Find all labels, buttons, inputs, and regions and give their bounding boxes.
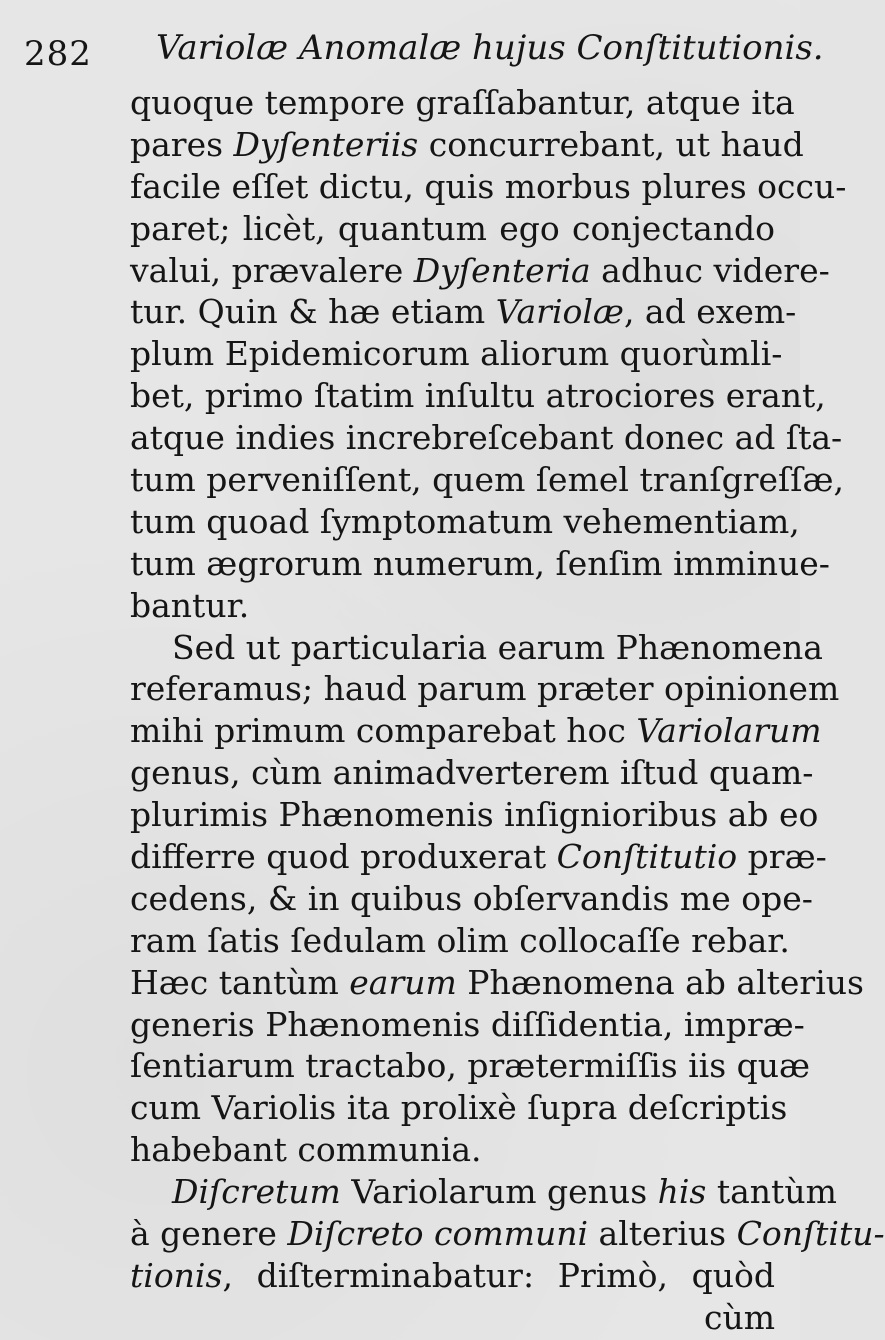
text-line <box>130 710 822 752</box>
text-fragment: tantùm <box>706 1172 837 1212</box>
text-fragment: adhuc videre- <box>590 250 830 290</box>
text-line: referamus; haud parum præter opinionem <box>130 669 840 709</box>
italic-fragment: Diſcreto communi <box>287 1214 589 1254</box>
text-line <box>130 1171 837 1213</box>
text-line: tum perveniſſent, quem ſemel tranſgreſſæ, <box>130 460 844 500</box>
text-line: quoque tempore graſſabantur, atque ita <box>130 83 795 122</box>
text-fragment: concurrebant, ut haud <box>418 124 804 164</box>
text-line: habebant communia. <box>130 1130 482 1170</box>
text-line <box>130 1213 885 1255</box>
text-fragment: alterius <box>588 1214 737 1254</box>
text-line: genus, cùm animadverterem iſtud quam- <box>130 753 814 793</box>
text-fragment: valui, prævalere <box>130 250 414 290</box>
text-line: cum Variolis ita prolixè ſupra deſcriptis <box>130 1088 788 1128</box>
text-line <box>130 250 830 292</box>
text-fragment: præ- <box>737 837 827 877</box>
italic-fragment: earum <box>349 962 457 1002</box>
text-line: tum ægrorum numerum, ſenſim imminue- <box>130 543 830 583</box>
italic-fragment: Variolæ <box>495 292 624 332</box>
text-line: ram ſatis ſedulam olim collocaſſe rebar. <box>130 920 790 960</box>
text-fragment: mihi primum comparebat hoc <box>130 711 637 751</box>
italic-fragment: Variolarum <box>636 711 822 751</box>
italic-fragment: Diſcretum <box>172 1172 341 1212</box>
text-line: tum quoad ſymptomatum vehementiam, <box>130 501 800 541</box>
text-fragment: , ad exem- <box>623 292 797 332</box>
text-fragment: pares <box>130 124 234 164</box>
catchword: cùm <box>703 1297 775 1337</box>
text-line <box>130 836 827 878</box>
text-line: paret; licèt, quantum ego conjectando <box>130 208 775 248</box>
text-line: cedens, & in quibus obſervandis me ope- <box>130 878 813 918</box>
text-line: bet, primo ſtatim inſultu atrociores erant, <box>130 376 826 416</box>
running-head <box>24 28 824 82</box>
text-line <box>130 962 864 1004</box>
text-line: atque indies increbreſcebant donec ad ſta- <box>130 418 843 458</box>
page-title: Variolæ Anomalæ hujus Conſtitutionis. <box>156 28 824 68</box>
page-number: 282 <box>24 34 92 74</box>
text-fragment: Phænomena ab alterius <box>456 962 864 1002</box>
text-line: generis Phænomenis diſſidentia, impræ- <box>130 1004 805 1044</box>
text-fragment: differre quod produxerat <box>130 837 557 877</box>
text-line <box>130 124 804 166</box>
text-line: plum Epidemicorum aliorum quorùmli- <box>130 334 783 374</box>
text-fragment: à genere <box>130 1214 288 1254</box>
text-fragment: Hæc tantùm <box>130 962 350 1002</box>
text-line: facile eſſet dictu, quis morbus plures occu- <box>130 166 847 206</box>
italic-fragment: tionis <box>130 1255 223 1295</box>
text-line <box>130 291 797 333</box>
italic-fragment: his <box>657 1172 707 1212</box>
text-line: bantur. <box>130 585 250 625</box>
italic-fragment: Conſtitutio <box>556 837 738 877</box>
text-line <box>130 1255 775 1297</box>
text-line: Sed ut particularia earum Phænomena <box>172 627 823 667</box>
italic-fragment: Dyſenteria <box>413 250 591 290</box>
text-line: plurimis Phænomenis inſignioribus ab eo <box>130 795 819 835</box>
italic-fragment: Conſtitu- <box>736 1214 885 1254</box>
text-fragment: tur. Quin & hæ etiam <box>130 292 496 332</box>
text-fragment: , diſterminabatur: Primò, quòd <box>222 1255 775 1295</box>
text-block <box>130 82 885 1339</box>
text-fragment: Variolarum genus <box>340 1172 658 1212</box>
italic-fragment: Dyſenteriis <box>233 124 419 164</box>
text-line: ſentiarum tractabo, prætermiſſis iis quæ <box>130 1046 811 1086</box>
